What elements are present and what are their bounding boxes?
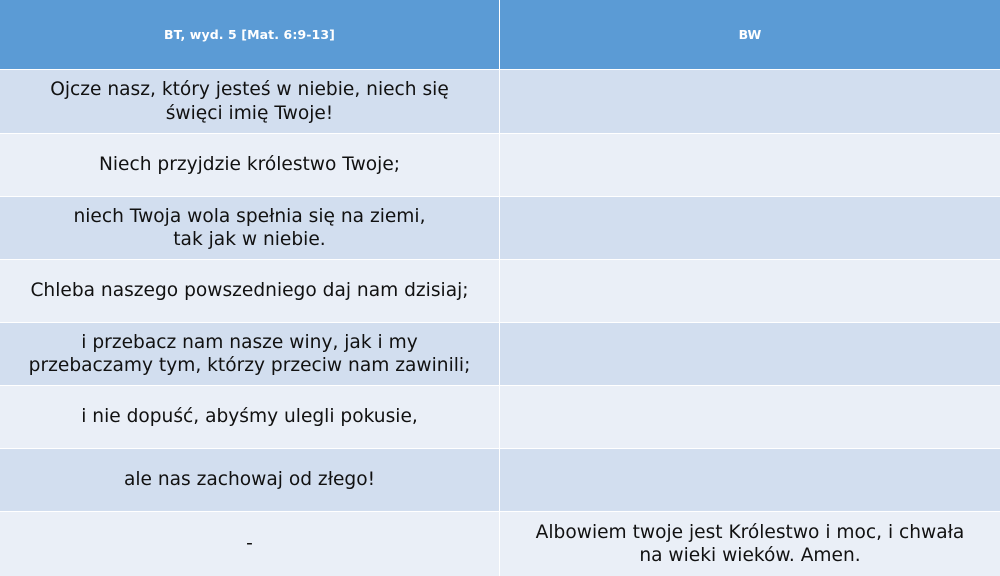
header-cell-bw: BW (500, 0, 1000, 70)
table-row-3-bt: niech Twoja wola spełnia się na ziemi, tak jak w niebie. (0, 197, 500, 260)
table-row-7-bw (500, 449, 1000, 512)
table-row-1-bt: Ojcze nasz, który jesteś w niebie, niech się święci imię Twoje! (0, 70, 500, 134)
header-cell-bt: BT, wyd. 5 [Mat. 6:9-13] (0, 0, 500, 70)
table-row-2-bw (500, 134, 1000, 197)
table-row-8-bw: Albowiem twoje jest Królestwo i moc, i chwała na wieki wieków. Amen. (500, 512, 1000, 576)
table-row-2-bt: Niech przyjdzie królestwo Twoje; (0, 134, 500, 197)
table-row-5-bt: i przebacz nam nasze winy, jak i my przebaczamy tym, którzy przeciw nam zawinili; (0, 323, 500, 386)
table-row-7-bt: ale nas zachowaj od złego! (0, 449, 500, 512)
table-row-8-bt: - (0, 512, 500, 576)
table-row-6-bt: i nie dopuść, abyśmy ulegli pokusie, (0, 386, 500, 449)
table-row-1-bw (500, 70, 1000, 134)
table-row-3-bw (500, 197, 1000, 260)
table-row-6-bw (500, 386, 1000, 449)
table-row-5-bw (500, 323, 1000, 386)
table-row-4-bw (500, 260, 1000, 323)
table-row-4-bt: Chleba naszego powszedniego daj nam dzisiaj; (0, 260, 500, 323)
